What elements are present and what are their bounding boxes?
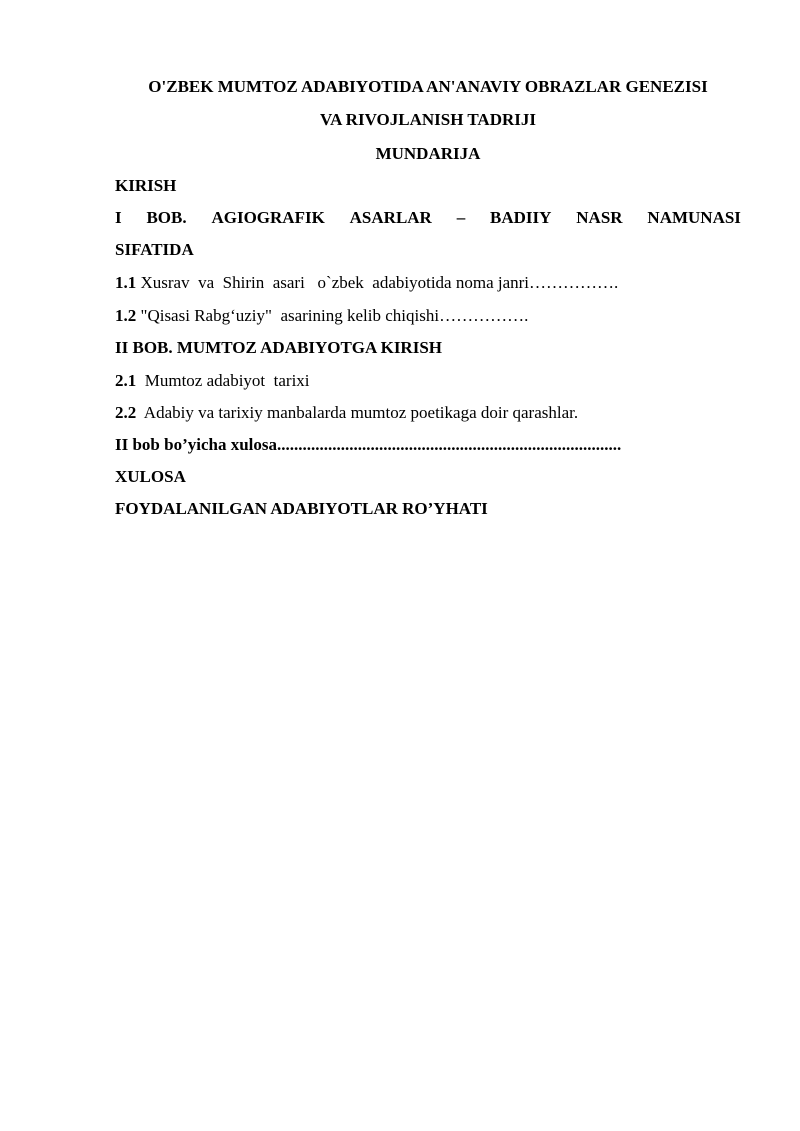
contents-heading: MUNDARIJA — [375, 144, 481, 163]
toc-item-number: 2.2 — [115, 403, 137, 422]
document-title-line-1: O'ZBEK MUMTOZ ADABIYOTIDA AN'ANAVIY OBRAZLAR GENEZISI — [148, 77, 708, 96]
toc-item-2-1 — [115, 371, 741, 391]
toc-item-2-2 — [115, 403, 741, 423]
toc-chapter-1-word: BADIIY — [490, 208, 552, 227]
toc-item-number: 2.1 — [115, 371, 137, 390]
toc-chapter-1-word: NAMUNASI — [647, 208, 741, 227]
toc-chapter-1-word: BOB. — [146, 208, 187, 227]
toc-chapter-2-conclusion: II bob bo’yicha xulosa................................................................................. — [115, 435, 622, 454]
toc-chapter-1-word: – — [456, 208, 466, 227]
toc-chapter-2-heading: II BOB. MUMTOZ ADABIYOTGA KIRISH — [115, 338, 443, 357]
toc-conclusion: XULOSA — [115, 467, 186, 486]
toc-item-number: 1.1 — [115, 273, 137, 292]
toc-chapter-1-word: NASR — [576, 208, 623, 227]
toc-chapter-1-word: I — [115, 208, 122, 227]
toc-item-1-1 — [115, 273, 741, 293]
toc-references: FOYDALANILGAN ADABIYOTLAR RO’YHATI — [115, 499, 488, 518]
toc-item-text: "Qisasi Rabg‘uziy" asarining kelib chiqishi……………. — [136, 306, 529, 325]
toc-introduction: KIRISH — [115, 176, 177, 195]
toc-chapter-1-heading — [115, 208, 741, 228]
document-title-line-2: VA RIVOJLANISH TADRIJI — [320, 110, 536, 129]
toc-item-number: 1.2 — [115, 306, 137, 325]
toc-item-1-2 — [115, 306, 741, 326]
toc-item-text: Mumtoz adabiyot tarixi — [136, 371, 310, 390]
toc-chapter-1-word: AGIOGRAFIK — [211, 208, 325, 227]
toc-chapter-1-heading-continuation: SIFATIDA — [115, 240, 194, 259]
toc-chapter-1-word: ASARLAR — [349, 208, 432, 227]
toc-item-text: Xusrav va Shirin asari o`zbek adabiyotida noma janri……………. — [136, 273, 619, 292]
toc-item-text: Adabiy va tarixiy manbalarda mumtoz poetikaga doir qarashlar. — [136, 403, 579, 422]
